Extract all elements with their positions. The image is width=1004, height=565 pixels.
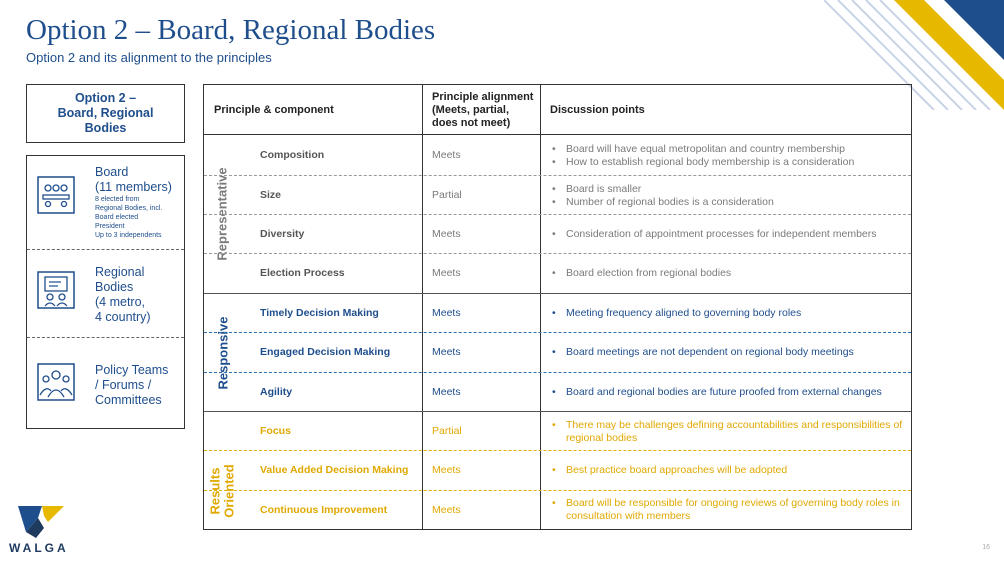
table-header bbox=[204, 85, 911, 135]
panel-divider bbox=[27, 337, 184, 338]
category-label: Representative bbox=[215, 167, 230, 261]
policy-teams-item bbox=[27, 339, 184, 429]
table-row bbox=[204, 412, 911, 451]
header-alignment bbox=[432, 85, 540, 135]
row-alignment: Meets bbox=[432, 346, 461, 358]
table-row bbox=[204, 294, 911, 333]
regional-bodies-item bbox=[27, 251, 184, 337]
row-discussion bbox=[540, 451, 910, 490]
structure-panel bbox=[26, 155, 185, 429]
policy-label: Committees bbox=[95, 393, 162, 407]
option-title-line: Board, Regional bbox=[57, 106, 154, 120]
row-component: Focus bbox=[260, 425, 291, 437]
board-meeting-icon bbox=[37, 176, 75, 214]
table-row bbox=[204, 451, 911, 490]
row-discussion bbox=[540, 333, 910, 372]
board-detail: Regional Bodies, incl. bbox=[95, 205, 163, 212]
discussion-point: • Meeting frequency aligned to governing body roles bbox=[550, 307, 801, 320]
row-component: Diversity bbox=[260, 228, 305, 240]
row-alignment: Meets bbox=[432, 464, 461, 476]
discussion-point: • Consideration of appointment processes for independent members bbox=[550, 228, 877, 241]
row-alignment: Meets bbox=[432, 149, 461, 161]
row-alignment: Meets bbox=[432, 503, 461, 516]
row-component: Agility bbox=[260, 386, 293, 398]
row-alignment: Meets bbox=[432, 386, 461, 398]
board-detail: Board elected bbox=[95, 214, 139, 221]
header-alignment-line: does not meet) bbox=[432, 116, 511, 129]
header-alignment-line: Principle alignment bbox=[432, 90, 534, 103]
row-component: Engaged Decision Making bbox=[260, 346, 391, 358]
table-row bbox=[204, 136, 911, 175]
row-alignment: Partial bbox=[432, 425, 462, 437]
discussion-point: • How to establish regional body membership is a consideration bbox=[550, 156, 854, 169]
header-principle: Principle & component bbox=[214, 103, 334, 116]
row-component: Election Process bbox=[260, 267, 345, 279]
policy-label: Policy Teams bbox=[95, 363, 169, 377]
page-subtitle: Option 2 and its alignment to the principles bbox=[26, 50, 272, 65]
row-discussion bbox=[540, 136, 910, 175]
row-component: Size bbox=[260, 189, 282, 201]
policy-label: / Forums / bbox=[95, 378, 152, 392]
header-alignment-line: (Meets, partial, bbox=[432, 103, 510, 116]
discussion-point: • Number of regional bodies is a consideration bbox=[550, 196, 774, 209]
row-alignment: Meets bbox=[432, 228, 461, 240]
board-item bbox=[27, 156, 184, 250]
row-discussion bbox=[540, 373, 910, 412]
category-label-line: Results bbox=[208, 467, 223, 515]
discussion-point: • Board will have equal metropolitan and country membership bbox=[550, 143, 854, 156]
category-label-line: Oriented bbox=[222, 464, 237, 518]
alignment-table bbox=[203, 84, 912, 530]
table-row bbox=[204, 215, 911, 254]
row-component: Timely Decision Making bbox=[260, 307, 379, 319]
board-detail: 8 elected from bbox=[95, 196, 140, 203]
page-title: Option 2 – Board, Regional Bodies bbox=[26, 14, 436, 46]
table-row bbox=[204, 333, 911, 372]
row-alignment: Meets bbox=[432, 267, 461, 279]
row-discussion bbox=[540, 294, 910, 333]
row-component: Composition bbox=[260, 149, 325, 161]
regional-country: 4 country) bbox=[95, 310, 151, 324]
regional-label: Regional bbox=[95, 265, 145, 279]
row-discussion bbox=[540, 412, 910, 451]
discussion-point: • Best practice board approaches will be adopted bbox=[550, 464, 787, 477]
discussion-point: • Board and regional bodies are future proofed from external changes bbox=[550, 386, 882, 399]
option-title-line: Bodies bbox=[84, 121, 127, 135]
row-discussion bbox=[540, 491, 910, 529]
row-discussion bbox=[540, 254, 910, 293]
discussion-point: • Board is smaller bbox=[550, 183, 774, 196]
table-row bbox=[204, 254, 911, 293]
discussion-point: • Board meetings are not dependent on regional body meetings bbox=[550, 346, 854, 359]
people-group-icon bbox=[37, 363, 75, 401]
row-component: Continuous Improvement bbox=[260, 503, 388, 516]
option-title-line: Option 2 – bbox=[74, 91, 137, 105]
header-discussion: Discussion points bbox=[550, 103, 645, 116]
table-row bbox=[204, 176, 911, 215]
discussion-point: • There may be challenges defining accountabilities and responsibilities of regional bodies bbox=[550, 419, 910, 445]
page-number: 16 bbox=[982, 544, 990, 551]
presentation-icon bbox=[37, 271, 75, 309]
discussion-point: • Board will be responsible for ongoing reviews of governing body roles in consultation with members bbox=[550, 497, 910, 523]
category-label: Responsive bbox=[215, 316, 231, 390]
panel-divider bbox=[27, 249, 184, 250]
row-component: Value Added Decision Making bbox=[260, 464, 409, 476]
board-detail: President bbox=[95, 223, 125, 230]
board-members: (11 members) bbox=[95, 180, 172, 194]
option-title-box bbox=[26, 84, 185, 143]
walga-logo-text: WALGA bbox=[9, 541, 69, 555]
row-alignment: Partial bbox=[432, 189, 462, 201]
row-discussion bbox=[540, 176, 910, 215]
board-label: Board bbox=[95, 165, 129, 179]
board-detail: Up to 3 independents bbox=[95, 232, 162, 239]
row-discussion bbox=[540, 215, 910, 254]
row-alignment: Meets bbox=[432, 307, 461, 319]
table-row bbox=[204, 491, 911, 529]
regional-label: Bodies bbox=[95, 280, 134, 294]
discussion-point: • Board election from regional bodies bbox=[550, 267, 731, 280]
table-row bbox=[204, 373, 911, 412]
regional-metro: (4 metro, bbox=[95, 295, 146, 309]
